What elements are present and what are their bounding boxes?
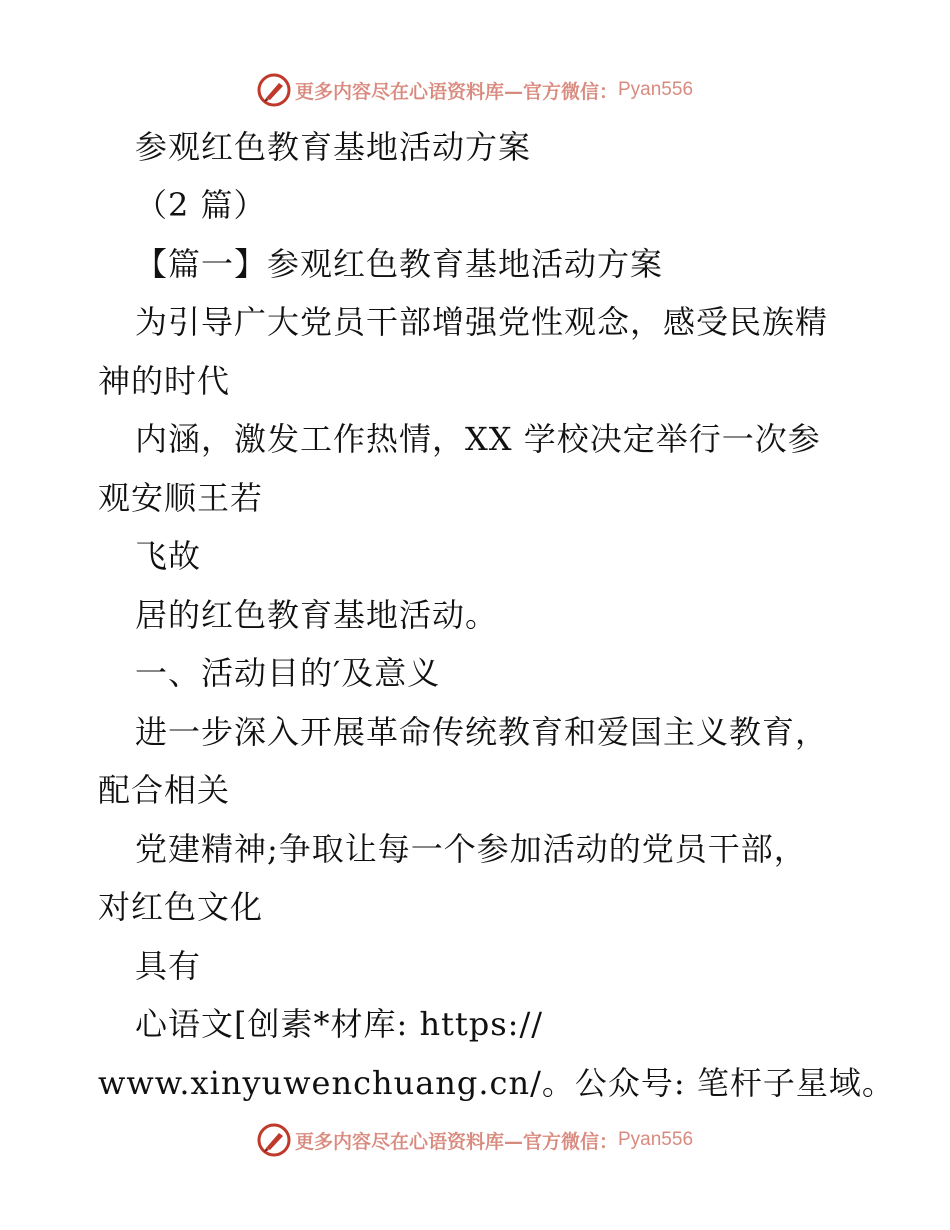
paragraph-line: 神的时代: [98, 362, 231, 400]
paragraph-line: 配合相关: [98, 771, 231, 809]
paragraph-line: 党建精神;争取让每一个参加活动的党员干部，: [135, 830, 807, 868]
paragraph-line: www.xinyuwenchuang.cn/。公众号: 笔杆子星域。: [98, 1064, 895, 1102]
document-title: 参观红色教育基地活动方案: [135, 128, 532, 166]
paragraph-line: 观安顺王若: [98, 479, 264, 517]
paragraph-line: 具有: [135, 947, 202, 985]
watermark-wechat-id: Pyan556: [618, 1129, 694, 1150]
paragraph-line: 为引导广大党员干部增强党性观念，感受民族精: [135, 303, 829, 341]
header-watermark: [0, 70, 950, 110]
paragraph-line: 内涵，激发工作热情，XX 学校决定举行一次参: [135, 420, 821, 458]
pen-logo-icon: [257, 1123, 291, 1157]
pen-logo-icon: [257, 73, 291, 107]
paragraph-line: 居的红色教育基地活动。: [135, 596, 499, 634]
footer-watermark: [0, 1120, 950, 1160]
document-subtitle: （2 篇）: [135, 186, 267, 224]
watermark-text: 更多内容尽在心语资料库—官方微信：: [294, 80, 618, 103]
paragraph-line: 飞故: [135, 537, 202, 575]
paragraph-line: 进一步深入开展革命传统教育和爱国主义教育，: [135, 713, 829, 751]
paragraph-line: 对红色文化: [98, 888, 264, 926]
section-heading: 【篇一】参观红色教育基地活动方案: [135, 245, 664, 283]
watermark-wechat-id: Pyan556: [618, 79, 694, 100]
paragraph-line: 心语文[创素*材库: https://: [135, 1005, 544, 1043]
watermark-text: 更多内容尽在心语资料库—官方微信：: [294, 1130, 618, 1153]
section-heading: 一、活动目的′及意义: [135, 654, 441, 692]
